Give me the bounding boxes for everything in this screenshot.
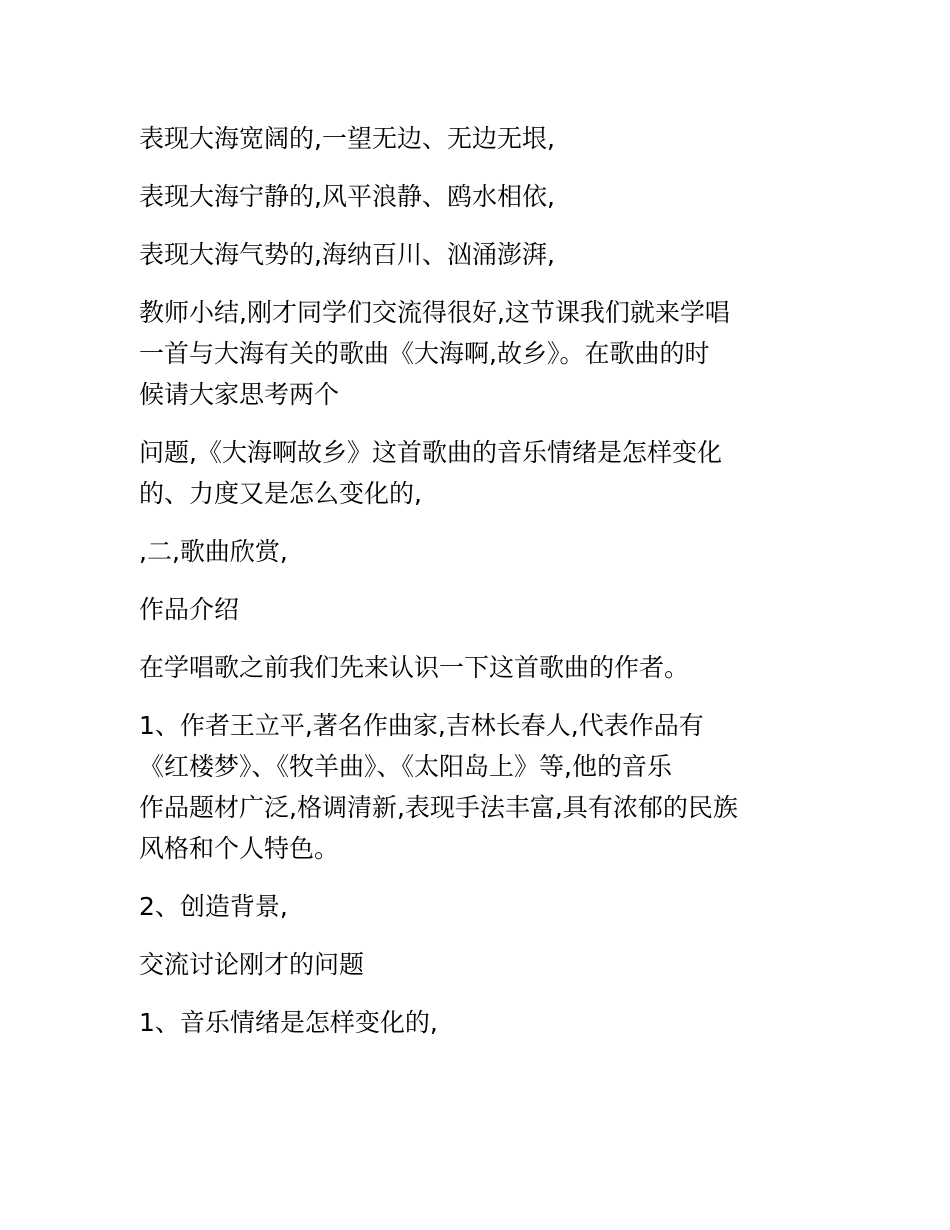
paragraph — [139, 432, 819, 514]
text-line: 作品题材广泛,格调清新,表现手法丰富,具有浓郁的民族 — [139, 793, 738, 822]
text-line: ,二,歌曲欣赏, — [139, 537, 288, 566]
list-item — [139, 886, 819, 927]
text-line: 候请大家思考两个 — [139, 380, 340, 409]
list-item — [139, 1002, 819, 1043]
text-line: 交流讨论刚才的问题 — [139, 950, 365, 979]
text-line: 2、创造背景, — [139, 892, 288, 921]
text-line: 问题,《大海啊故乡》这首歌曲的音乐情绪是怎样变化 — [139, 438, 722, 467]
paragraph — [139, 944, 819, 985]
text-line: 表现大海宽阔的,一望无边、无边无垠, — [139, 124, 555, 153]
document-body — [139, 118, 819, 1060]
text-line: 一首与大海有关的歌曲《大海啊,故乡》。在歌曲的时 — [139, 339, 710, 368]
paragraph — [139, 118, 819, 159]
paragraph — [139, 234, 819, 275]
text-line: 教师小结,刚才同学们交流得很好,这节课我们就来学唱 — [139, 298, 730, 327]
section-heading — [139, 531, 819, 572]
text-line: 表现大海宁静的,风平浪静、鸥水相依, — [139, 182, 555, 211]
text-line: 风格和个人特色。 — [139, 834, 340, 863]
text-line: 表现大海气势的,海纳百川、汹涌澎湃, — [139, 240, 555, 269]
text-line: 《红楼梦》、《牧羊曲》、《太阳岛上》等,他的音乐 — [139, 752, 672, 781]
text-line: 在学唱歌之前我们先来认识一下这首歌曲的作者。 — [139, 653, 690, 682]
text-line: 1、音乐情绪是怎样变化的, — [139, 1008, 438, 1037]
subsection-heading — [139, 589, 819, 630]
text-line: 1、作者王立平,著名作曲家,吉林长春人,代表作品有 — [139, 711, 704, 740]
paragraph — [139, 647, 819, 688]
text-line: 作品介绍 — [139, 595, 240, 624]
paragraph — [139, 292, 819, 415]
paragraph — [139, 176, 819, 217]
text-line: 的、力度又是怎么变化的, — [139, 479, 422, 508]
list-item — [139, 705, 819, 869]
